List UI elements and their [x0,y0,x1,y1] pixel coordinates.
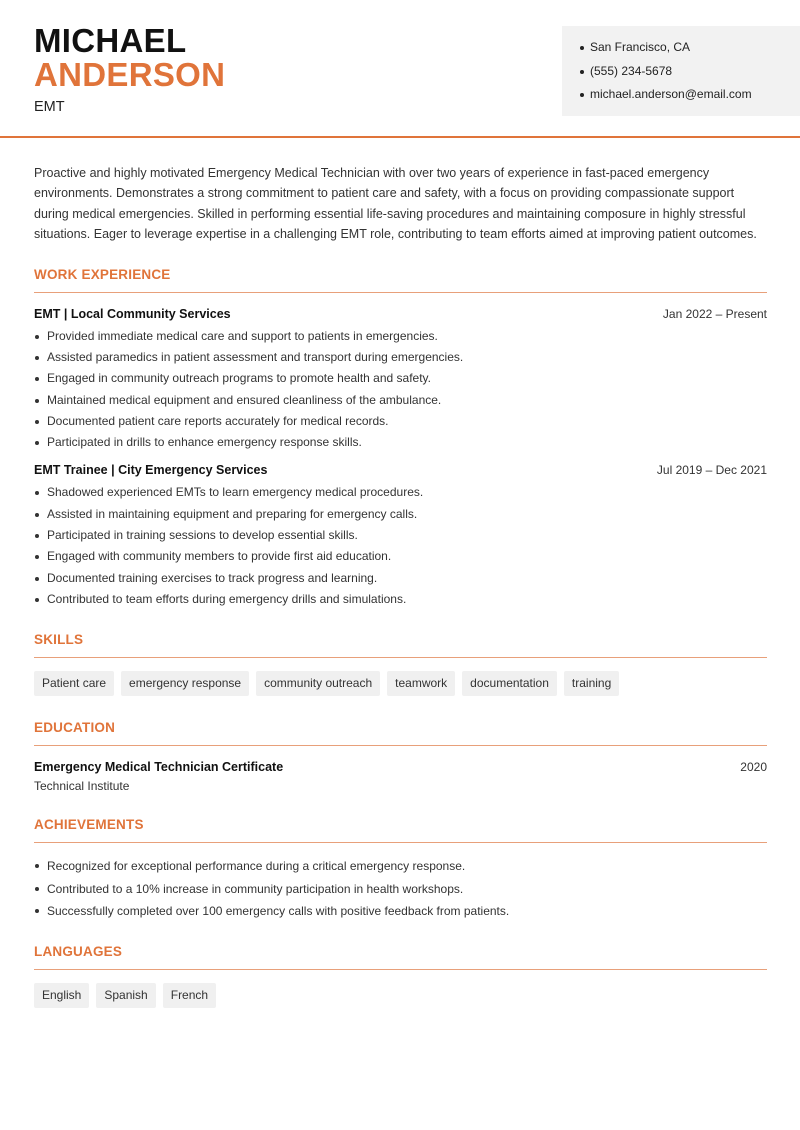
job-entry [34,463,767,610]
job-heading: EMT | Local Community Services [34,306,231,321]
contact-box [562,26,800,116]
list-item: Provided immediate medical care and support to patients in emergencies. [34,326,767,347]
job-header [34,307,767,321]
summary-text: Proactive and highly motivated Emergency Medical Technician with over two years of experience in fast-paced emergency environments. Demonstrates a strong commitment to patient care and safety, with a focus on providing compassionate support during medical emergencies. Skilled in performing essential life-saving procedures and maintaining composure in highly stressful situations. Eager to leverage expertise in a challenging EMT role, contributing to team efforts aimed at improving patient outcomes. [34,166,757,242]
degree-name: Emergency Medical Technician Certificate [34,760,284,775]
language-tag: French [163,983,216,1008]
skill-tag: Patient care [34,671,114,696]
achievements-list [34,855,767,923]
languages-tags [34,983,767,1008]
list-item: Maintained medical equipment and ensured cleanliness of the ambulance. [34,390,767,411]
skills-tags [34,671,767,696]
contact-email[interactable]: michael.anderson@email.com [580,83,800,107]
languages-section [34,944,767,1008]
list-item: Documented patient care reports accurately for medical records. [34,411,767,432]
section-title-work: WORK EXPERIENCE [34,267,767,293]
list-item: Engaged with community members to provide first aid education. [34,546,767,567]
list-item: Documented training exercises to track progress and learning. [34,568,767,589]
list-item: Assisted in maintaining equipment and preparing for emergency calls. [34,504,767,525]
list-item: Contributed to team efforts during emergency drills and simulations. [34,589,767,610]
skill-tag: emergency response [121,671,249,696]
job-date: Jul 2019 – Dec 2021 [656,463,767,478]
contact-location: San Francisco, CA [580,36,800,60]
list-item: Engaged in community outreach programs to promote health and safety. [34,368,767,389]
education-section [34,720,767,793]
list-item: Contributed to a 10% increase in community participation in health workshops. [34,878,767,901]
job-entry [34,307,767,454]
education-year: 2020 [740,760,767,775]
contact-phone: (555) 234-5678 [580,60,800,84]
skill-tag: community outreach [256,671,380,696]
first-name: MICHAEL [34,22,187,59]
job-bullets [34,326,767,454]
education-header [34,760,767,774]
language-tag: English [34,983,89,1008]
list-item: Recognized for exceptional performance during a critical emergency response. [34,855,767,878]
section-title-achievements: ACHIEVEMENTS [34,817,767,843]
list-item: Participated in training sessions to develop essential skills. [34,525,767,546]
skill-tag: teamwork [387,671,455,696]
contact-list [580,36,800,107]
job-header [34,463,767,477]
section-title-skills: SKILLS [34,632,767,658]
skills-section [34,632,767,696]
school-name: Technical Institute [34,779,130,794]
work-section [34,267,767,611]
section-title-education: EDUCATION [34,720,767,746]
skill-tag: training [564,671,619,696]
job-title: EMT [34,99,65,115]
section-title-languages: LANGUAGES [34,944,767,970]
list-item: Shadowed experienced EMTs to learn emergency medical procedures. [34,482,767,503]
list-item: Successfully completed over 100 emergency calls with positive feedback from patients. [34,900,767,923]
last-name: ANDERSON [34,56,226,93]
list-item: Participated in drills to enhance emergency response skills. [34,432,767,453]
resume-header [0,0,800,138]
list-item: Assisted paramedics in patient assessment and transport during emergencies. [34,347,767,368]
resume-content [34,163,767,1008]
language-tag: Spanish [96,983,155,1008]
job-date: Jan 2022 – Present [662,306,767,321]
job-heading: EMT Trainee | City Emergency Services [34,463,268,478]
job-bullets [34,482,767,610]
achievements-section [34,817,767,923]
skill-tag: documentation [462,671,557,696]
